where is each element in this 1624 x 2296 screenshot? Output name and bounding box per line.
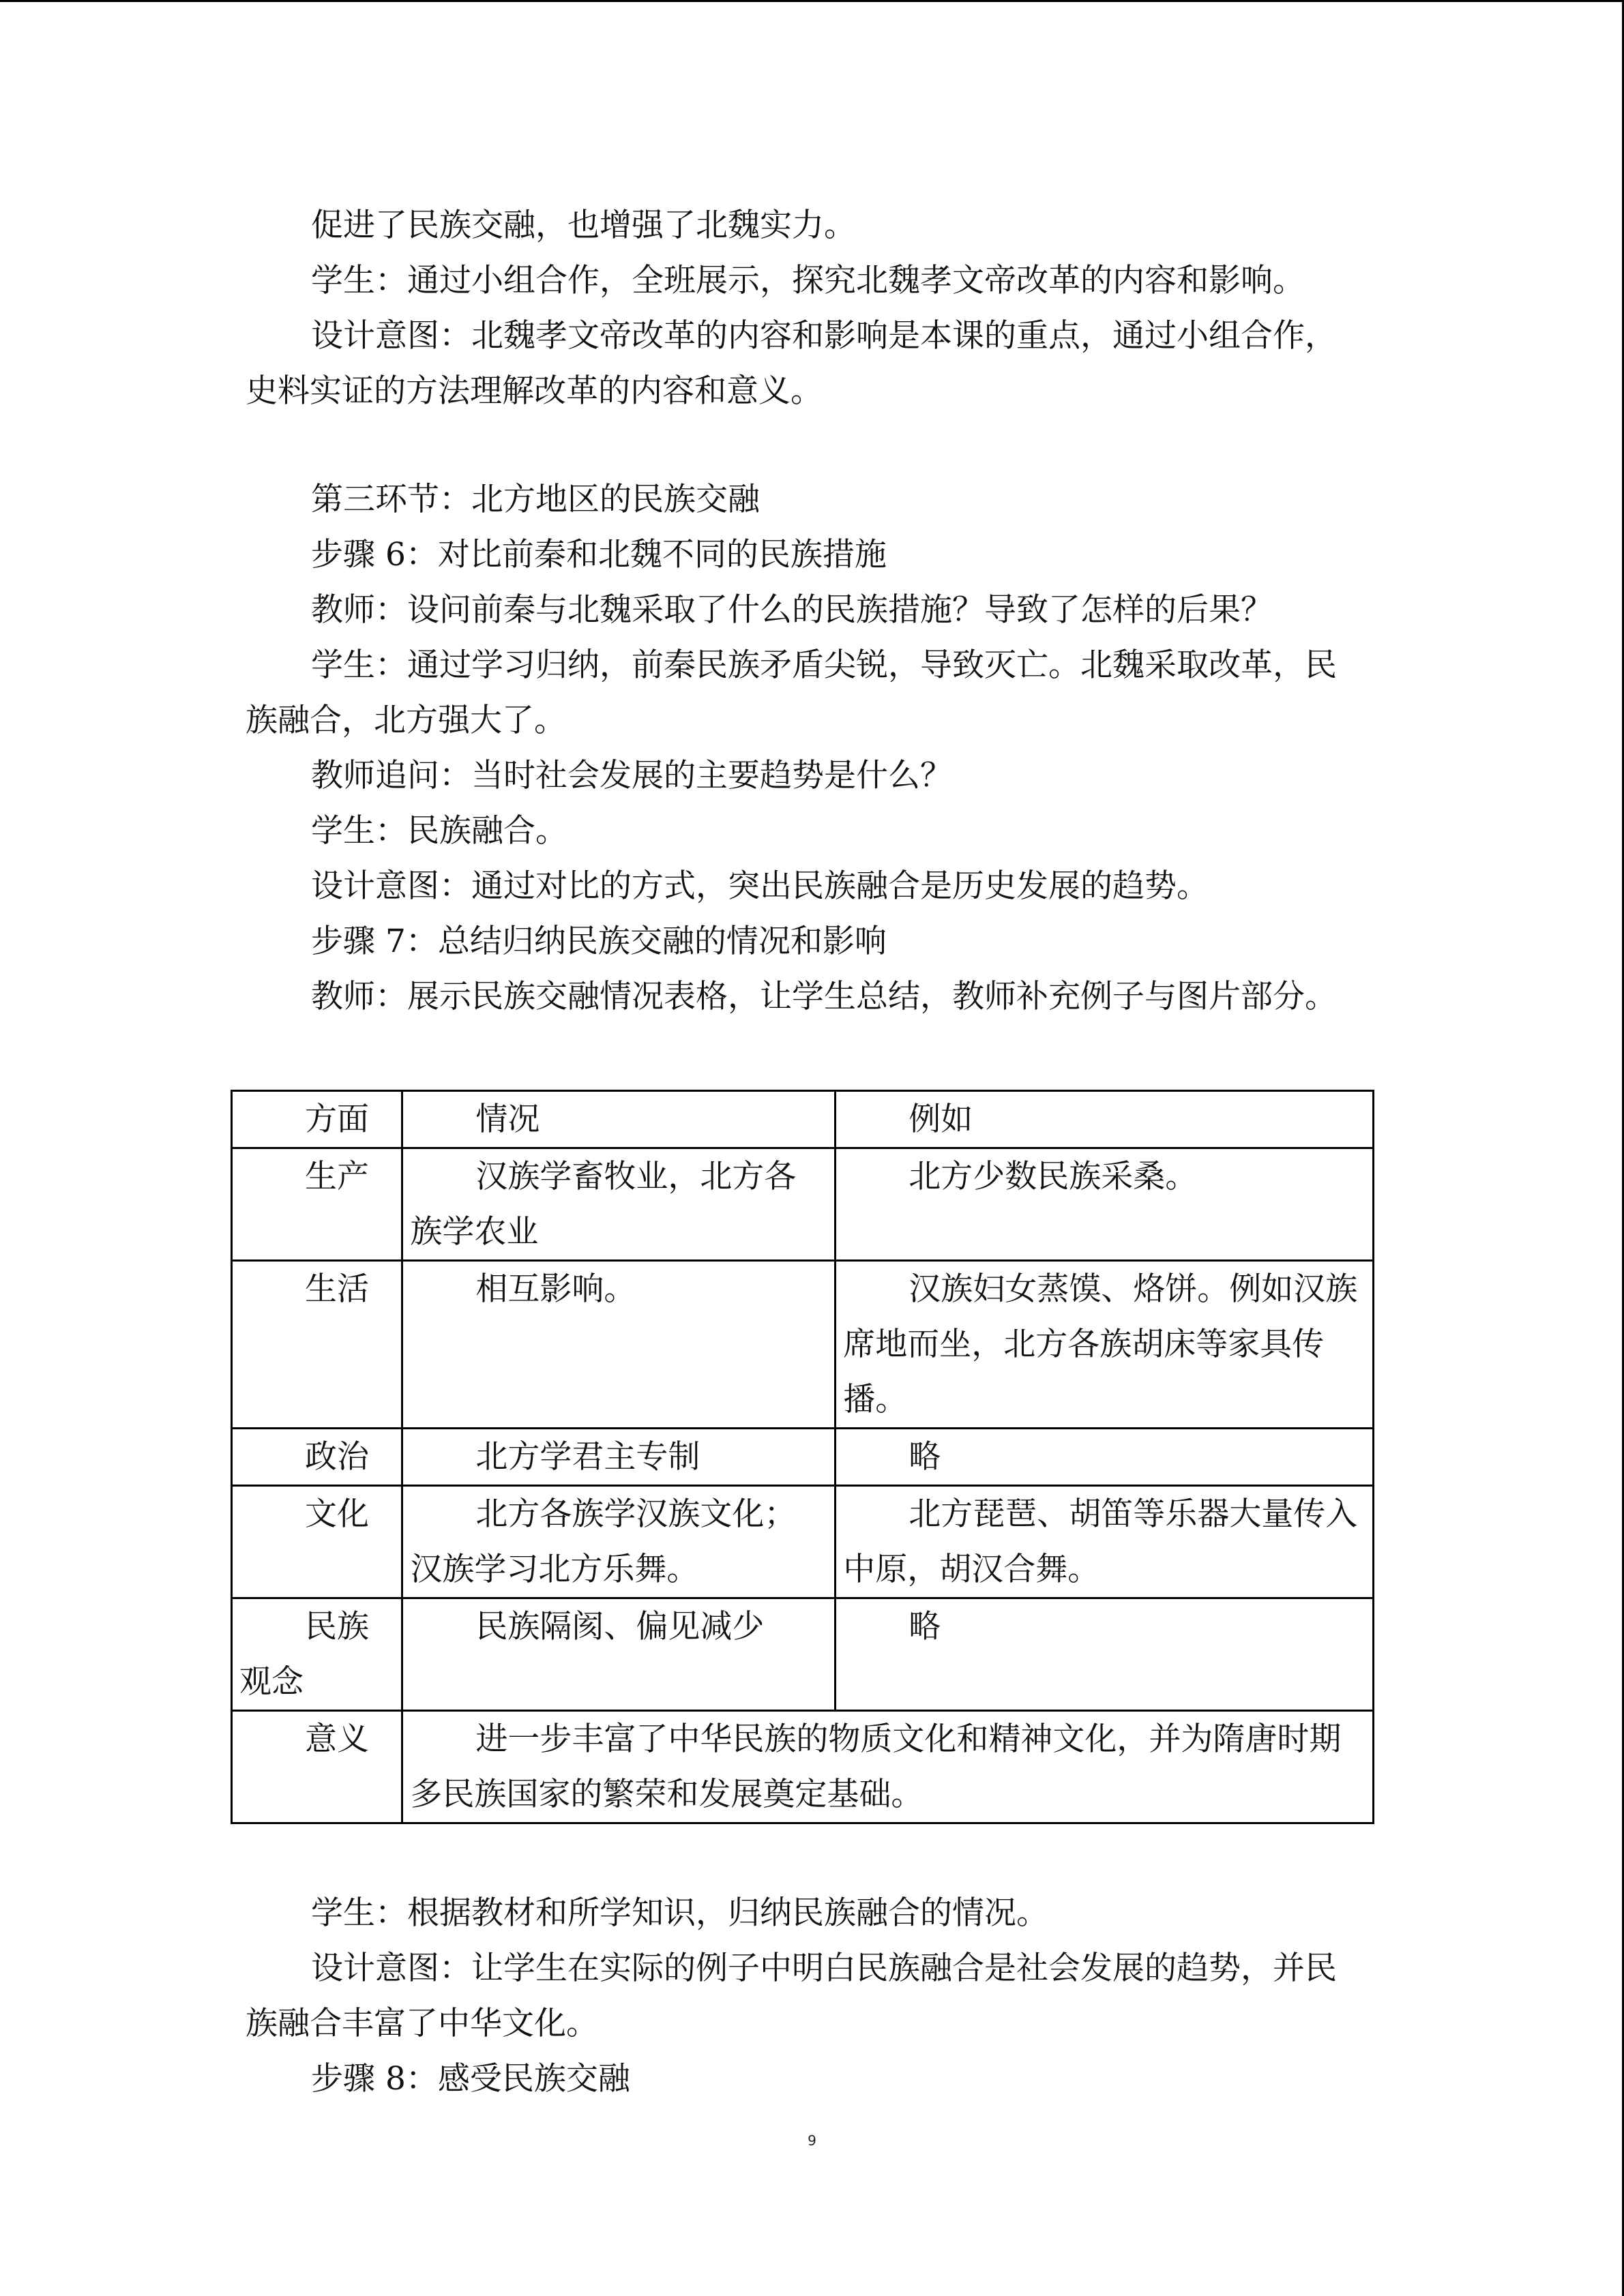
paragraph: 设计意图：让学生在实际的例子中明白民族融合是社会发展的趋势，并民族融合丰富了中华文化。 (246, 1950, 1337, 2042)
table-header-cell: 情况 (402, 1091, 836, 1148)
table-header-cell: 例如 (836, 1091, 1374, 1148)
table-row (232, 1429, 1374, 1486)
table-cell: 生活 (232, 1261, 402, 1429)
paragraph: 教师：展示民族交融情况表格，让学生总结，教师补充例子与图片部分。 (311, 978, 1337, 1015)
table-row (232, 1486, 1374, 1598)
spacer (246, 1824, 1364, 1885)
table-cell: 民族隔阂、偏见减少 (402, 1598, 836, 1711)
table-cell: 略 (836, 1598, 1374, 1711)
table-header-row (232, 1091, 1374, 1148)
table-cell: 北方琵琶、胡笛等乐器大量传入中原，胡汉合舞。 (836, 1486, 1374, 1598)
table-row (232, 1148, 1374, 1261)
paragraph: 学生：通过小组合作，全班展示，探究北魏孝文帝改革的内容和影响。 (311, 262, 1305, 299)
table-cell: 北方学君主专制 (402, 1429, 836, 1486)
table-cell: 意义 (232, 1711, 402, 1823)
table-summary-row (232, 1711, 1374, 1823)
paragraph: 学生：根据教材和所学知识，归纳民族融合的情况。 (311, 1894, 1048, 1932)
paragraph: 学生：通过学习归纳，前秦民族矛盾尖锐，导致灭亡。北魏采取改革，民族融合，北方强大了。 (246, 646, 1337, 739)
paragraph: 教师追问：当时社会发展的主要趋势是什么？ (311, 757, 952, 794)
table-row (232, 1598, 1374, 1711)
paragraph: 促进了民族交融，也增强了北魏实力。 (311, 207, 856, 244)
table-cell: 北方少数民族采桑。 (836, 1148, 1374, 1261)
table-cell: 汉族学畜牧业，北方各族学农业 (402, 1148, 836, 1261)
table-cell: 略 (836, 1429, 1374, 1486)
document-body (239, 198, 1364, 2106)
step-heading: 步骤 7：总结归纳民族交融的情况和影响 (311, 923, 887, 960)
section-heading: 第三环节：北方地区的民族交融 (311, 481, 760, 518)
table-cell: 北方各族学汉族文化；汉族学习北方乐舞。 (402, 1486, 836, 1598)
table-cell: 民族观念 (232, 1598, 402, 1711)
table-cell: 文化 (232, 1486, 402, 1598)
table-cell: 生产 (232, 1148, 402, 1261)
table-cell: 相互影响。 (402, 1261, 836, 1429)
spacer (246, 419, 1364, 472)
page-border-top (0, 0, 1624, 2)
paragraph: 学生：民族融合。 (311, 812, 567, 850)
step-heading: 步骤 8：感受民族交融 (311, 2060, 630, 2098)
table-row (232, 1261, 1374, 1429)
page-number: 9 (808, 2132, 816, 2149)
ethnic-exchange-table (231, 1090, 1374, 1824)
table-header-cell: 方面 (232, 1091, 402, 1148)
step-heading: 步骤 6：对比前秦和北魏不同的民族措施 (311, 536, 887, 573)
paragraph: 设计意图：通过对比的方式，突出民族融合是历史发展的趋势。 (311, 867, 1209, 905)
table-cell: 政治 (232, 1429, 402, 1486)
table-summary-cell: 进一步丰富了中华民族的物质文化和精神文化，并为隋唐时期多民族国家的繁荣和发展奠定基础。 (402, 1711, 1374, 1823)
spacer (246, 1024, 1364, 1090)
table-cell: 汉族妇女蒸馍、烙饼。例如汉族席地而坐，北方各族胡床等家具传播。 (836, 1261, 1374, 1429)
paragraph: 教师：设问前秦与北魏采取了什么的民族措施？导致了怎样的后果？ (311, 591, 1273, 629)
paragraph: 设计意图：北魏孝文帝改革的内容和影响是本课的重点，通过小组合作，史料实证的方法理解改革的内容和意义。 (246, 317, 1337, 410)
